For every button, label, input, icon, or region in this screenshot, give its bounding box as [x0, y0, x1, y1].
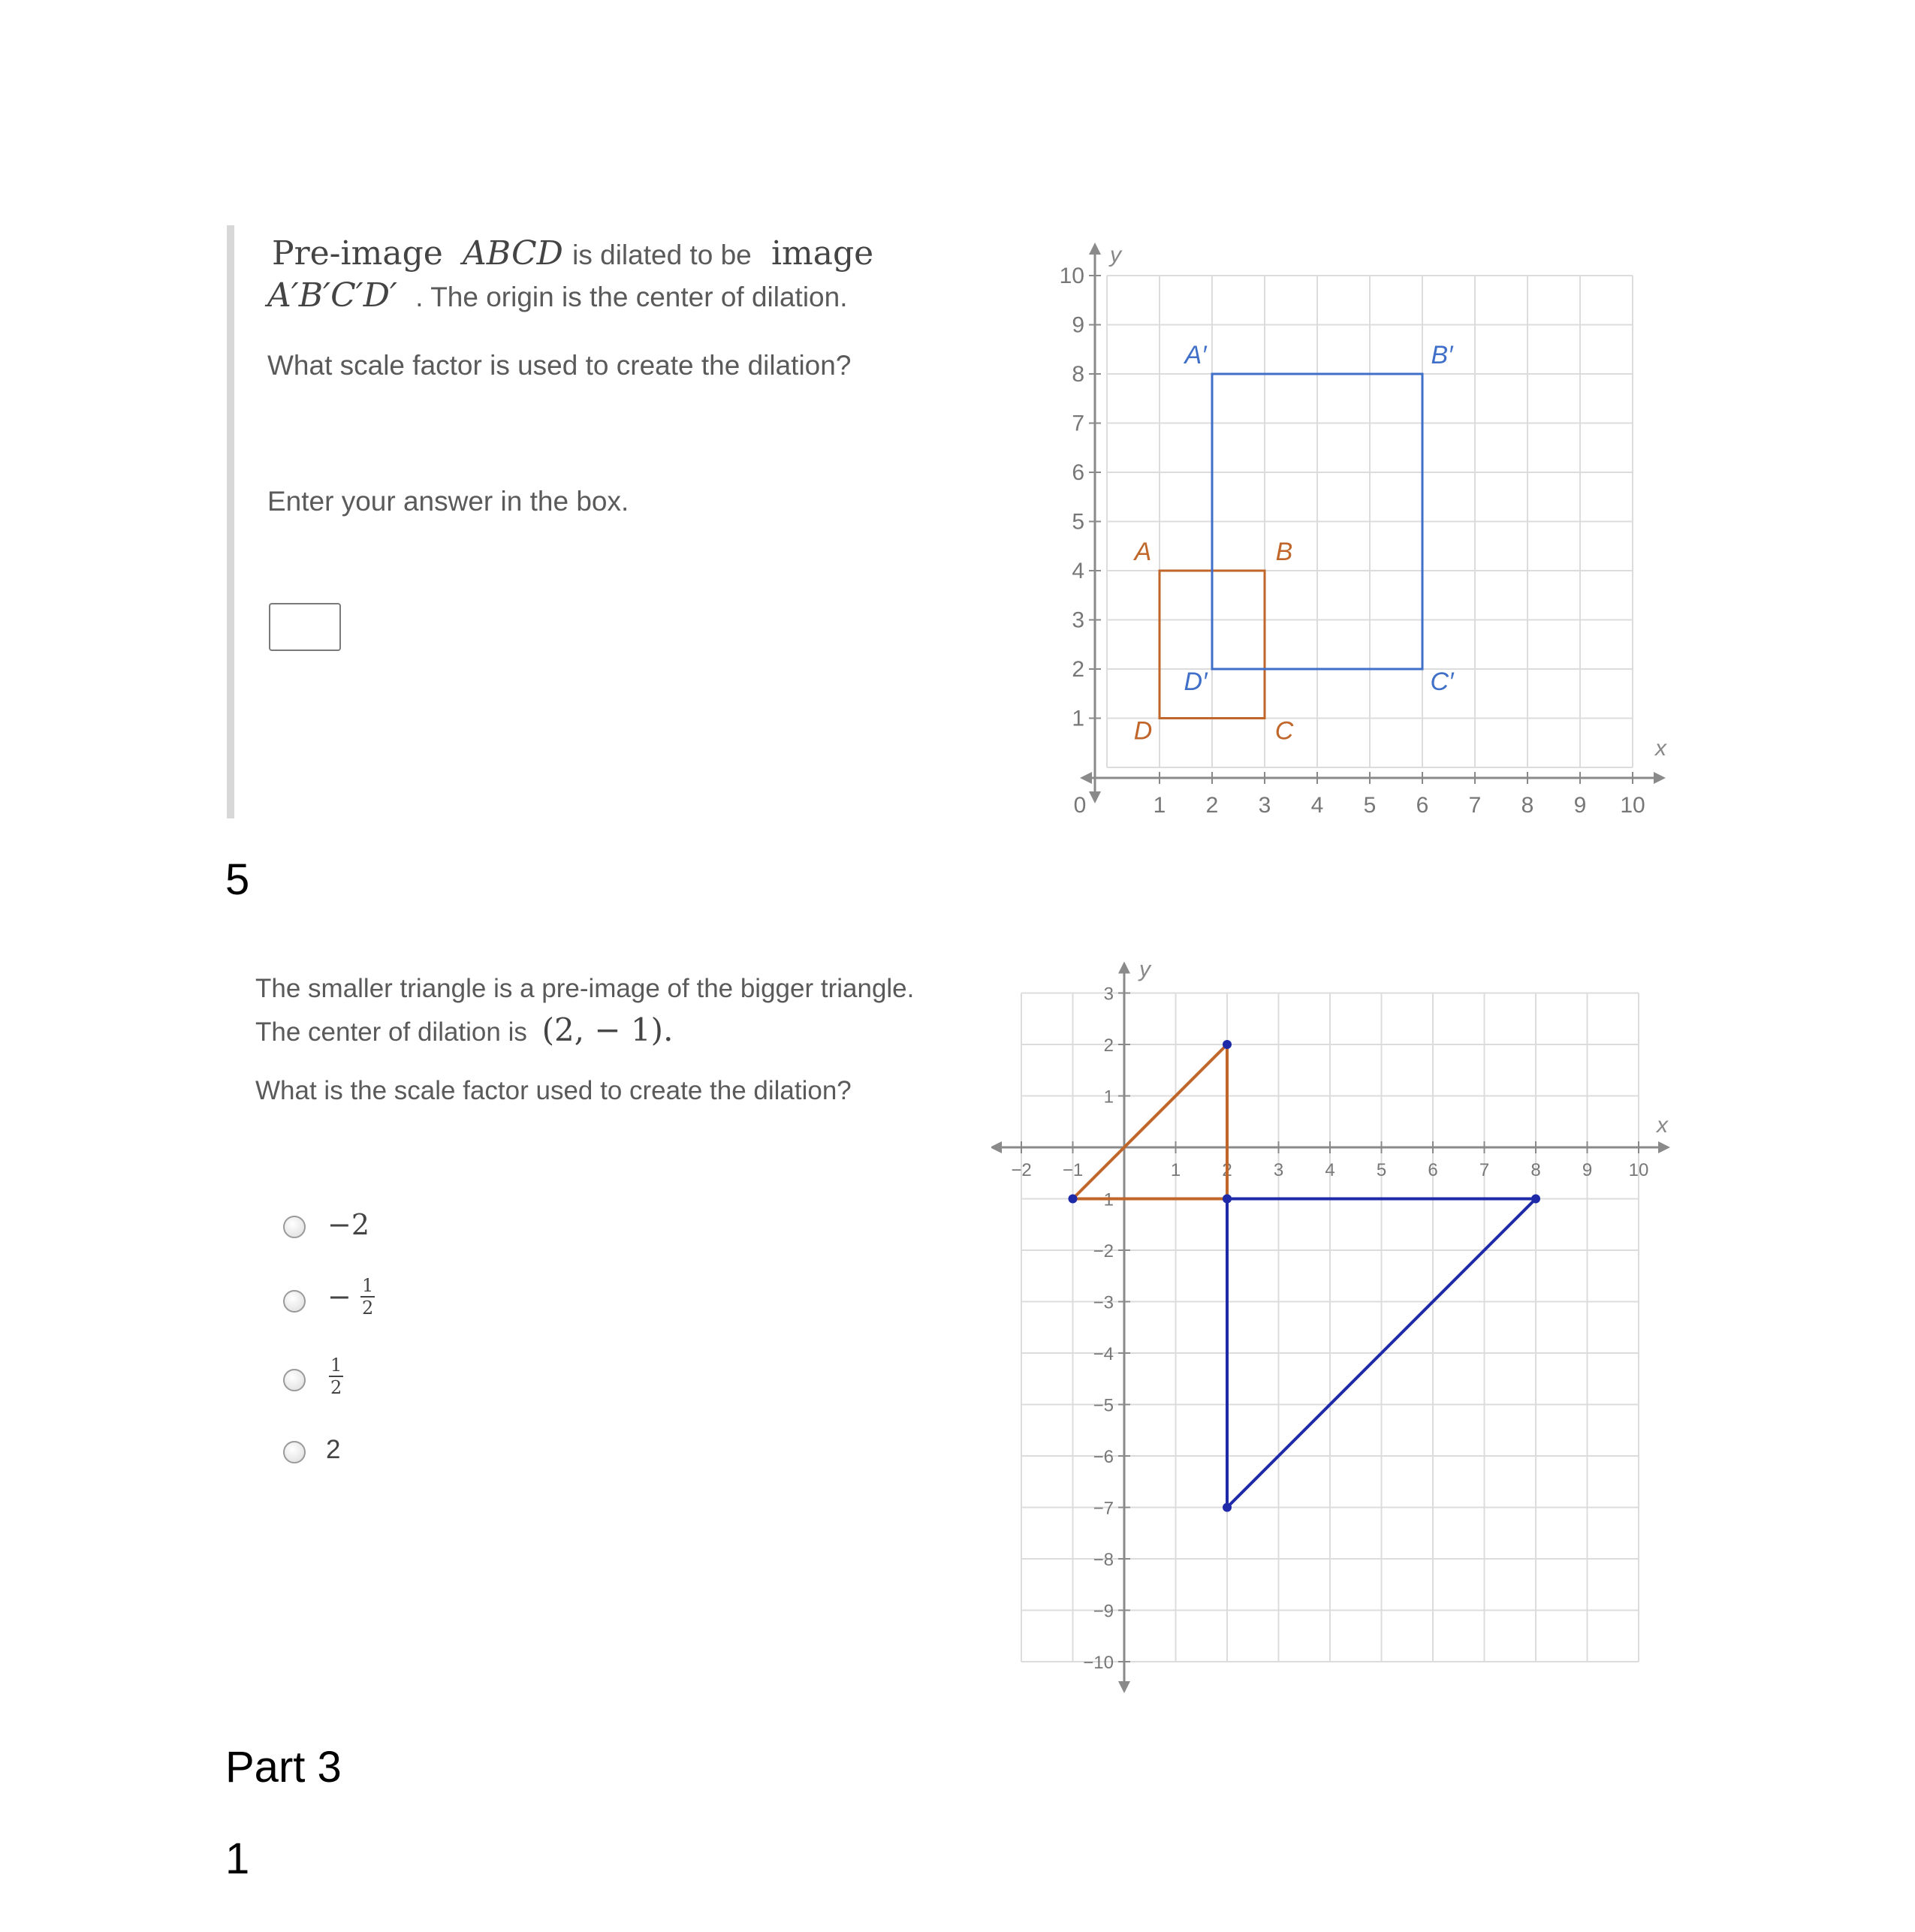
- c1-vertex-label: D′: [1184, 668, 1208, 696]
- c2-x-arrow-left: [991, 1141, 1002, 1153]
- c2-x-tick-label: 7: [1479, 1160, 1490, 1180]
- q1-statement-line2: [267, 276, 848, 315]
- c1-y-tick-label: 4: [1072, 559, 1084, 583]
- c2-tick-labels: [1011, 957, 1669, 1674]
- c2-vertex-point: [1531, 1195, 1540, 1204]
- c1-vertex-label: C: [1274, 716, 1294, 746]
- c2-vertex-point: [1223, 1503, 1232, 1512]
- q1-statement-line1: [272, 234, 873, 273]
- q2-question-text: What is the scale factor used to create the dilation?: [255, 1076, 852, 1105]
- c1-vertex-label: B′: [1431, 341, 1453, 369]
- part-heading: Part 3: [225, 1743, 342, 1792]
- c2-x-tick-label: 6: [1428, 1160, 1438, 1180]
- c2-y-tick-label: −2: [1093, 1241, 1114, 1261]
- c2-y-tick-label: −4: [1093, 1344, 1114, 1364]
- c1-y-tick-label: 3: [1072, 607, 1084, 633]
- c2-y-tick-label: 1: [1103, 1087, 1114, 1108]
- c2-vertex-point: [1069, 1195, 1078, 1204]
- c1-y-tick-label: 1: [1072, 706, 1084, 731]
- c2-y-axis-label: y: [1139, 957, 1151, 982]
- c2-y-tick-label: −8: [1093, 1550, 1114, 1570]
- q1-instruction-text: Enter your answer in the box.: [267, 486, 629, 517]
- q1-dilated-text: is dilated to be: [572, 240, 752, 270]
- q2-statement-line2: [255, 1011, 673, 1048]
- q2-statement-line1: The smaller triangle is a pre-image of the bigger triangle.: [255, 974, 915, 1003]
- c1-x-tick-label: 9: [1573, 793, 1587, 818]
- q2-coordinate-graph: [991, 954, 1682, 1697]
- c1-y-tick-label: 9: [1072, 312, 1084, 338]
- c2-x-tick-label: −2: [1011, 1160, 1032, 1180]
- c1-x-tick-label: 1: [1153, 793, 1166, 818]
- c1-y-arrow-down: [1089, 791, 1101, 803]
- c2-y-tick-label: 3: [1103, 984, 1114, 1005]
- c1-vertex-label: C′: [1430, 668, 1454, 696]
- c1-vertex-labels: [1133, 341, 1455, 746]
- q2-option-2-sign: −: [327, 1280, 351, 1313]
- c2-y-tick-label: −9: [1093, 1601, 1114, 1622]
- c1-x-tick-label: 5: [1363, 793, 1377, 818]
- q2-option-1-radio[interactable]: [283, 1216, 306, 1238]
- q2-option-2-numerator: 1: [361, 1275, 374, 1296]
- c1-y-tick-label: 2: [1072, 657, 1084, 682]
- c2-grid: [1021, 993, 1639, 1662]
- q1-question-text: What scale factor is used to create the dilation?: [267, 350, 852, 381]
- q1-origin-text: . The origin is the center of dilation.: [415, 282, 848, 312]
- q2-option-3-radio[interactable]: [283, 1369, 306, 1391]
- c2-x-tick-label: 1: [1170, 1160, 1181, 1180]
- c2-vertex-point: [1223, 1040, 1232, 1049]
- c2-x-tick-label: 4: [1325, 1160, 1335, 1180]
- c1-y-axis-label: y: [1110, 243, 1121, 267]
- q1-answer-input[interactable]: [269, 603, 341, 651]
- q2-option-1-label: −2: [327, 1208, 370, 1241]
- c2-y-tick-label: −6: [1093, 1447, 1114, 1467]
- c1-y-arrow: [1089, 243, 1101, 255]
- c2-y-tick-label: 2: [1103, 1035, 1114, 1056]
- c2-x-tick-label: 10: [1628, 1160, 1649, 1180]
- c2-x-tick-label: 5: [1376, 1160, 1387, 1180]
- c2-y-arrow-down: [1118, 1681, 1130, 1693]
- c1-x-tick-label: 6: [1416, 793, 1429, 818]
- q2-option-4-radio[interactable]: [283, 1441, 306, 1463]
- c1-y-tick-label: 8: [1072, 362, 1084, 387]
- c1-x-tick-label: 3: [1258, 793, 1271, 818]
- c2-x-tick-label: −1: [1062, 1160, 1084, 1180]
- q1-image-word: image: [771, 234, 874, 273]
- q1-preimage-name: ABCD: [463, 234, 563, 273]
- c1-vertex-label: B: [1275, 538, 1293, 566]
- question-divider: [227, 225, 234, 818]
- c2-x-tick-label: 8: [1530, 1160, 1541, 1180]
- c2-y-tick-label: −10: [1083, 1653, 1114, 1673]
- c1-x-tick-label: 2: [1205, 793, 1219, 818]
- q2-option-3-label: [329, 1356, 343, 1397]
- c1-y-tick-label: 6: [1072, 460, 1084, 485]
- c1-x-tick-label: 10: [1620, 793, 1645, 818]
- c2-vertex-point: [1223, 1195, 1232, 1204]
- c1-x-arrow-left: [1080, 772, 1092, 784]
- q2-center-point: (2, − 1).: [541, 1011, 674, 1048]
- q2-option-2-denominator: 2: [361, 1298, 374, 1319]
- c1-x-tick-label: 0: [1073, 793, 1087, 818]
- q1-pre-image-word: Pre-image: [272, 234, 443, 273]
- c1-x-axis-label: x: [1655, 736, 1666, 761]
- c2-x-axis-label: x: [1657, 1113, 1668, 1138]
- q2-option-3-denominator: 2: [330, 1377, 342, 1398]
- c1-y-tick-label: 5: [1072, 509, 1084, 535]
- c1-x-arrow: [1654, 772, 1666, 784]
- q2-option-2-label: [327, 1276, 375, 1317]
- c1-vertex-label: D: [1133, 716, 1153, 746]
- question-number-1: 1: [225, 1834, 250, 1883]
- c2-x-tick-label: 9: [1582, 1160, 1593, 1180]
- c2-y-tick-label: −3: [1093, 1292, 1114, 1313]
- c1-vertex-label: A′: [1184, 341, 1207, 369]
- c1-y-tick-label: 10: [1059, 264, 1084, 288]
- c1-x-tick-label: 7: [1468, 793, 1482, 818]
- c2-x-arrow: [1658, 1141, 1670, 1153]
- q1-image-name: A′B′C′D′: [267, 276, 398, 315]
- c1-y-tick-label: 7: [1072, 411, 1084, 436]
- c2-y-tick-label: −1: [1093, 1189, 1114, 1210]
- q2-option-3-numerator: 1: [330, 1355, 342, 1376]
- q2-option-2-radio[interactable]: [283, 1290, 306, 1313]
- c2-y-tick-label: −7: [1093, 1498, 1114, 1519]
- c2-x-tick-label: 3: [1273, 1160, 1284, 1180]
- q1-coordinate-graph: [1051, 225, 1682, 826]
- c2-smaller-triangle: [1073, 1044, 1228, 1199]
- c2-y-arrow: [1118, 962, 1130, 974]
- c1-x-tick-label: 8: [1521, 793, 1534, 818]
- c2-shapes: [1069, 1040, 1541, 1512]
- question-number-5: 5: [225, 855, 250, 904]
- c1-x-tick-label: 4: [1310, 793, 1324, 818]
- c1-vertex-label: A: [1134, 538, 1152, 566]
- c2-x-tick-label: 2: [1222, 1160, 1232, 1180]
- c2-y-tick-label: −5: [1093, 1395, 1114, 1416]
- q2-option-4-label: 2: [326, 1435, 341, 1464]
- q2-center-text: The center of dilation is: [255, 1017, 527, 1047]
